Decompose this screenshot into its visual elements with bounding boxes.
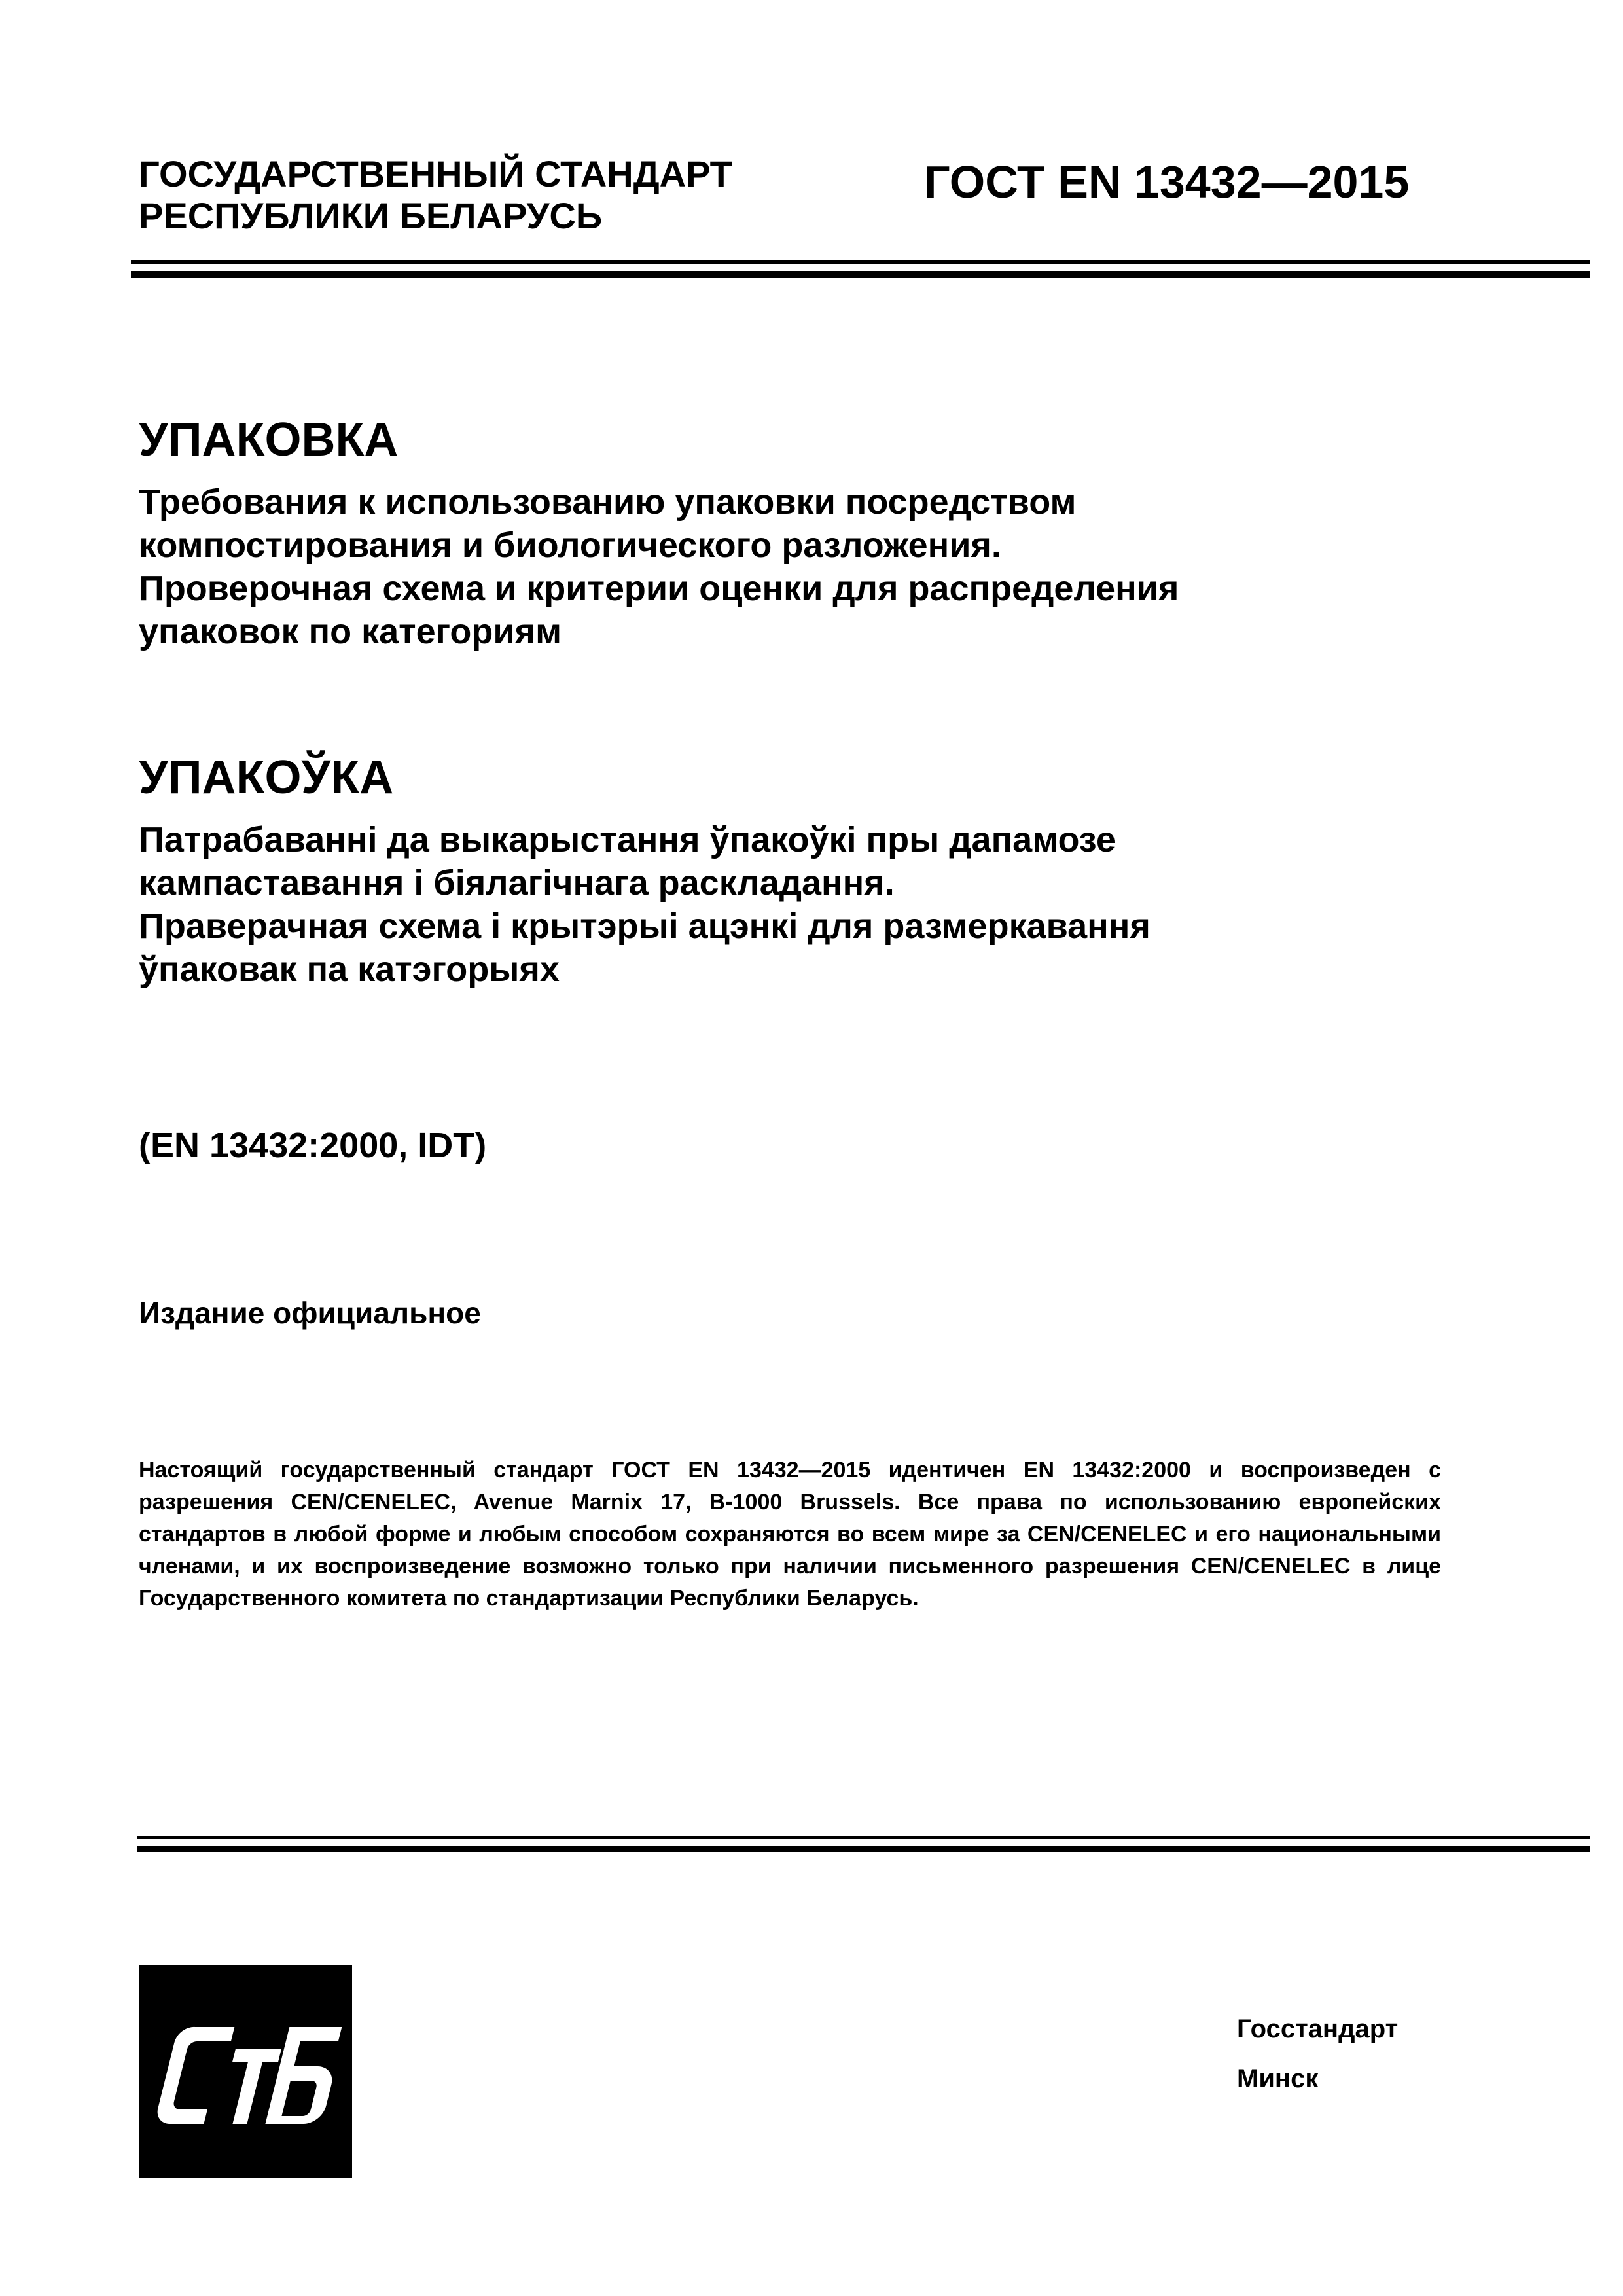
- identity-designation: (EN 13432:2000, IDT): [139, 1126, 487, 1165]
- title-ru-line: компостирования и биологического разложения.: [139, 526, 1001, 565]
- publisher-name: Госстандарт: [1237, 2015, 1399, 2043]
- copyright-notice: Настоящий государственный стандарт ГОСТ EN 13432—2015 идентичен EN 13432:2000 и воспроизведен с разрешения CEN/CENELEC, Avenue Marnix 17, B-1000 Brussels. Все права по использованию европейских стандартов в любой форме и любым способом сохраняются во всем мире за CEN/CENELEC и его национальными членами, и их воспроизведение возможно только при наличии письменного разрешения CEN/CENELEC в лице Государственного комитета по стандартизации Республики Беларусь.: [139, 1458, 1441, 1611]
- title-be-line: Праверачная схема і крытэрыі ацэнкі для размеркавання: [139, 906, 1150, 946]
- edition-label: Издание официальное: [139, 1296, 481, 1330]
- standard-number: ГОСТ EN 13432—2015: [924, 156, 1410, 207]
- stb-logo-icon: [139, 1965, 352, 2178]
- title-be-line: кампаставання і біялагічнага раскладання.: [139, 863, 895, 903]
- org-name-line-1: ГОСУДАРСТВЕННЫЙ СТАНДАРТ: [139, 153, 732, 194]
- title-ru-line: Проверочная схема и критерии оценки для распределения: [139, 569, 1179, 608]
- title-ru-line: упаковок по категориям: [139, 612, 562, 651]
- title-ru-line: Требования к использованию упаковки посредством: [139, 482, 1077, 522]
- publisher-city: Минск: [1237, 2064, 1319, 2093]
- title-be-main: УПАКОЎКА: [139, 751, 394, 804]
- org-name-line-2: РЕСПУБЛИКИ БЕЛАРУСЬ: [139, 195, 603, 236]
- header-rule-thick: [131, 271, 1590, 278]
- footer-rule-thick: [137, 1846, 1590, 1852]
- header-rule-thin: [131, 260, 1590, 264]
- title-be-line: Патрабаванні да выкарыстання ўпакоўкі пры дапамозе: [139, 820, 1116, 859]
- title-ru-main: УПАКОВКА: [139, 414, 399, 466]
- footer-rule-thin: [137, 1836, 1590, 1839]
- title-be-line: ўпаковак па катэгорыях: [139, 950, 560, 989]
